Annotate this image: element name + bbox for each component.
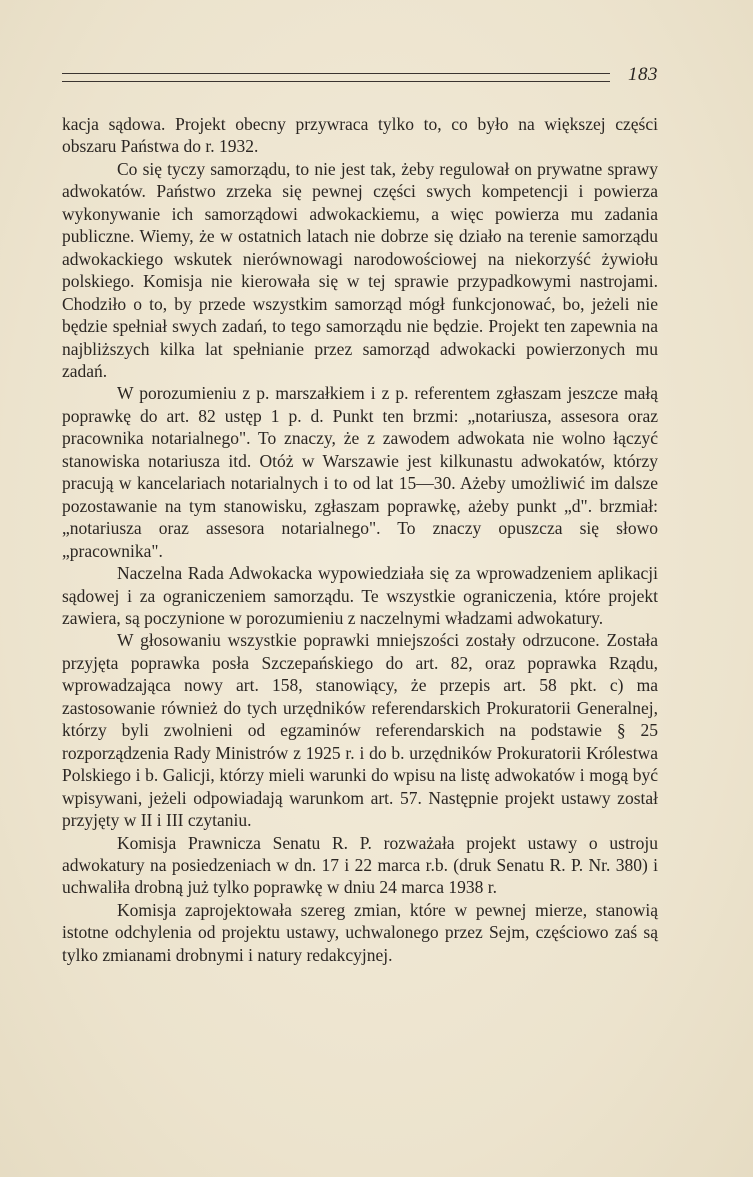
header-rule-top <box>62 73 610 74</box>
header-rule-bottom <box>62 81 610 82</box>
page-header <box>62 62 658 92</box>
paragraph-6: Komisja Prawnicza Senatu R. P. rozważała projekt ustawy o ustroju adwokatury na posiedzeniach w dn. 17 i 22 marca r.b. (druk Senatu R. P. Nr. 380) i uchwaliła drobną już tylko poprawkę w dniu 24 marca 1938 r. <box>62 832 658 898</box>
page-number: 183 <box>628 64 658 85</box>
paragraph-1: kacja sądowa. Projekt obecny przywraca tylko to, co było na większej części obszaru Państwa do r. 1932. <box>62 114 658 157</box>
paragraph-4: Naczelna Rada Adwokacka wypowiedziała się za wprowadzeniem aplikacji sądowej i za ograniczeniem samorządu. Te wszystkie ograniczenia, które projekt zawiera, są poczynione w porozumieniu z naczelnymi władzami adwokatury. <box>62 563 658 628</box>
paragraph-5: W głosowaniu wszystkie poprawki mniejszości zostały odrzucone. Została przyjęta poprawka posła Szczepańskiego do art. 82, oraz poprawka Rządu, wprowadzająca nowy art. 158, stanowiący, że przepis art. 58 pkt. c) ma zastosowanie również do tych urzędników referendarskich Prokuratorii Generalnej, którzy byli zwolnieni od egzaminów referendarskich na podstawie § 25 rozporządzenia Rady Ministrów z 1925 r. i do b. urzędników Prokuratorii Królestwa Polskiego i b. Galicji, którzy mieli warunki do wpisu na listę adwokatów i mogą być wpisywani, jeżeli odpowiadają warunkom art. 57. Następnie projekt ustawy został przyjęty w II i III czytaniu. <box>62 630 658 831</box>
paragraph-2: Co się tyczy samorządu, to nie jest tak, żeby regulował on prywatne sprawy adwokatów. Państwo zrzeka się pewnej części swych kompetencji i powierza wykonywanie ich samorządowi adwokackiemu, a więc powierza mu zadania publiczne. Wiemy, że w ostatnich latach nie dobrze się działo na terenie samorządu adwokackiego wskutek nierównowagi narodowościowej na niekorzyść żywiołu polskiego. Komisja nie kierowała się w tej sprawie przypadkowymi nastrojami. Chodziło o to, by przede wszystkim samorząd mógł funkcjonować, bo, jeżeli nie będzie spełniał swych zadań, to tego samorządu nie będzie. Projekt ten zapewnia na najbliższych kilka lat spełnianie przez samorząd adwokacki powierzonych mu zadań. <box>62 158 658 381</box>
body-text <box>62 113 658 966</box>
paragraph-7: Komisja zaprojektowała szereg zmian, które w pewnej mierze, stanowią istotne odchylenia od projektu ustawy, uchwalonego przez Sejm, częściowo zaś są tylko zmianami drobnymi i natury redakcyjnej. <box>62 899 658 965</box>
paragraph-3: W porozumieniu z p. marszałkiem i z p. referentem zgłaszam jeszcze małą poprawkę do art. 82 ustęp 1 p. d. Punkt ten brzmi: „notariusza, assesora oraz pracownika notarialnego". To znaczy, że z zawodem adwokata nie wolno łączyć stanowiska notariusza itd. Otóż w Warszawie jest kilkunastu adwokatów, którzy pracują w kancelariach notarialnych i to od lat 15—30. Ażeby umożliwić im dalsze pozostawanie na tym stanowisku, zgłaszam poprawkę, ażeby punkt „d". brzmiał: „notariusza oraz assesora notarialnego". To znaczy opuszcza się słowo „pracownika". <box>62 383 658 561</box>
